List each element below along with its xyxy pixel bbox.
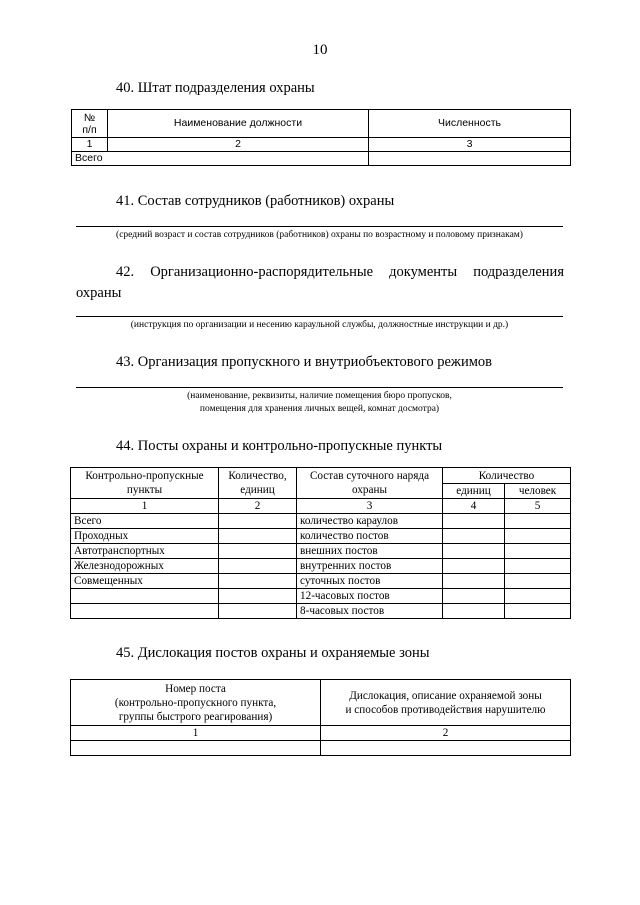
header-count: Количество [443, 468, 571, 484]
row-label: количество постов [297, 529, 443, 544]
col-number: 1 [71, 726, 321, 741]
header-dislocation: Дислокация, описание охраняемой зоны и способов противодействия нарушителю [321, 680, 571, 726]
section-44-title: 44. Посты охраны и контрольно-пропускные пункты [116, 438, 443, 454]
row-label: Совмещенных [71, 574, 219, 589]
row-label: Всего [71, 514, 219, 529]
fill-in-line [76, 387, 563, 388]
row-label: внешних постов [297, 544, 443, 559]
fill-in-line [76, 226, 563, 227]
fill-in-line [76, 316, 563, 317]
col-number: 1 [71, 499, 219, 514]
empty-cell [505, 574, 571, 589]
empty-cell [505, 559, 571, 574]
col-number: 5 [505, 499, 571, 514]
section-45-title: 45. Дислокация постов охраны и охраняемые зоны [116, 645, 430, 661]
row-label [71, 604, 219, 619]
header-num: № п/п [72, 110, 108, 138]
posts-table [70, 467, 571, 619]
section-42-title: 42. Организационно-распорядительные документы подразделения [116, 264, 564, 280]
col-number: 3 [297, 499, 443, 514]
header-duty-composition: Состав суточного наряда охраны [297, 468, 443, 499]
col-number: 1 [72, 138, 108, 152]
empty-cell [505, 529, 571, 544]
col-number: 3 [369, 138, 571, 152]
col-number: 2 [108, 138, 369, 152]
header-position: Наименование должности [108, 110, 369, 138]
empty-cell [219, 559, 297, 574]
empty-cell [443, 514, 505, 529]
table-row [71, 604, 571, 619]
row-label: суточных постов [297, 574, 443, 589]
empty-cell [219, 514, 297, 529]
empty-cell [505, 604, 571, 619]
total-value [369, 152, 571, 166]
col-number: 2 [321, 726, 571, 741]
header-headcount: Численность [369, 110, 571, 138]
row-label: 12-часовых постов [297, 589, 443, 604]
section-40-title: 40. Штат подразделения охраны [116, 80, 315, 96]
empty-cell [219, 529, 297, 544]
total-label: Всего [72, 152, 369, 166]
table-row [71, 529, 571, 544]
header-quantity: Количество, единиц [219, 468, 297, 499]
table-row [71, 574, 571, 589]
empty-cell [219, 604, 297, 619]
empty-cell [443, 589, 505, 604]
table-row [71, 741, 571, 756]
row-label: Автотранспортных [71, 544, 219, 559]
empty-cell [505, 514, 571, 529]
section-41-caption: (средний возраст и состав сотрудников (работников) охраны по возрастному и половому признакам) [116, 230, 523, 240]
row-label: 8-часовых постов [297, 604, 443, 619]
empty-cell [443, 574, 505, 589]
header-units: единиц [443, 484, 505, 499]
header-post-number: Номер поста (контрольно-пропускного пункта, группы быстрого реагирования) [71, 680, 321, 726]
section-43-caption-2: помещения для хранения личных вещей, комнат досмотра) [199, 404, 440, 414]
table-row [71, 589, 571, 604]
row-label: Проходных [71, 529, 219, 544]
posts-dislocation-table [70, 679, 571, 756]
empty-cell [443, 544, 505, 559]
row-label [71, 589, 219, 604]
section-42-caption: (инструкция по организации и несению караульной службы, должностные инструкции и др.) [130, 320, 509, 330]
section-42-title-cont: охраны [76, 285, 122, 301]
row-label: Железнодорожных [71, 559, 219, 574]
empty-cell [443, 529, 505, 544]
empty-cell [321, 741, 571, 756]
col-number: 2 [219, 499, 297, 514]
header-checkpoints: Контрольно-пропускные пункты [71, 468, 219, 499]
empty-cell [505, 544, 571, 559]
section-41-title: 41. Состав сотрудников (работников) охраны [116, 193, 395, 209]
page-number: 10 [312, 42, 328, 58]
header-people: человек [505, 484, 571, 499]
table-row [71, 514, 571, 529]
section-43-title: 43. Организация пропускного и внутриобъектового режимов [116, 354, 492, 370]
empty-cell [219, 574, 297, 589]
empty-cell [443, 559, 505, 574]
section-43-caption-1: (наименование, реквизиты, наличие помещения бюро пропусков, [187, 391, 452, 401]
empty-cell [219, 589, 297, 604]
staff-table [71, 109, 571, 166]
empty-cell [443, 604, 505, 619]
empty-cell [71, 741, 321, 756]
table-row [71, 544, 571, 559]
row-label: количество караулов [297, 514, 443, 529]
empty-cell [219, 544, 297, 559]
row-label: внутренних постов [297, 559, 443, 574]
table-row [71, 559, 571, 574]
col-number: 4 [443, 499, 505, 514]
empty-cell [505, 589, 571, 604]
